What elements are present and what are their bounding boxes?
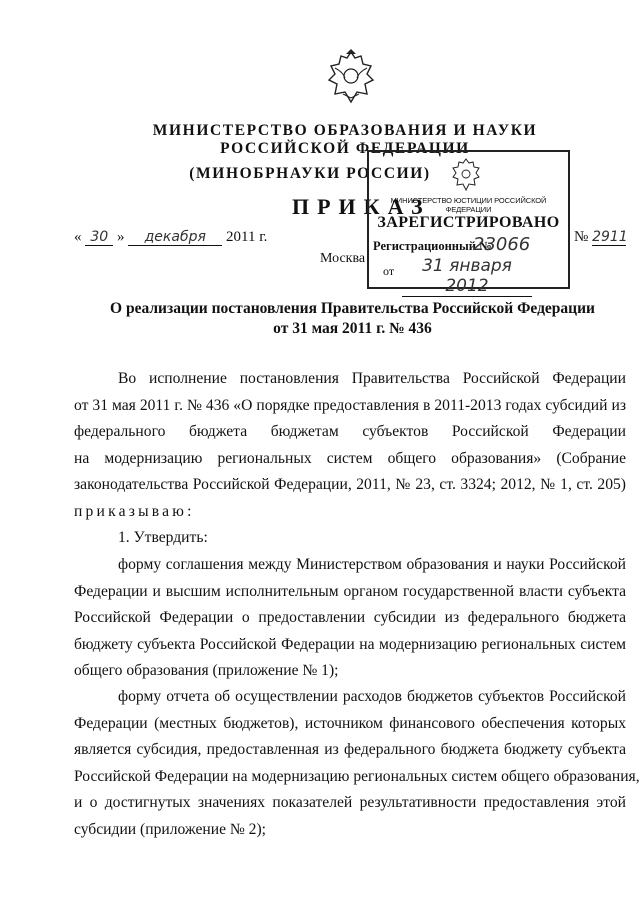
text-line: бюджету субъекта Российской Федерации на модернизацию региональных систем	[74, 635, 626, 653]
text-line: Федерации и высшим исполнительным органом государственной власти субъекта	[74, 582, 626, 600]
text-line: на модернизацию региональных систем общего образования» (Собрание	[74, 449, 626, 467]
paragraph-report-form	[74, 684, 640, 843]
stamp-emblem-icon	[451, 156, 481, 192]
text-line: форму соглашения между Министерством образования и науки Российской	[118, 556, 626, 573]
stamp-date-label: от	[383, 264, 395, 278]
paragraph-preamble	[74, 366, 626, 552]
date-open-quote: «	[74, 229, 82, 245]
number-sign: №	[574, 229, 589, 245]
text-line: Федерации (местных бюджетов), источником финансового обеспечения которых	[74, 714, 626, 732]
stamp-authority: МИНИСТЕРСТВО ЮСТИЦИИ РОССИЙСКОЙ ФЕДЕРАЦИИ	[390, 196, 547, 214]
text-line: общего образования (приложение № 1);	[74, 662, 339, 679]
date-close-quote: »	[117, 229, 125, 245]
ministry-short-name: (МИНОБРНАУКИ РОССИИ)	[189, 165, 431, 182]
ministry-name-line1: МИНИСТЕРСТВО ОБРАЗОВАНИЯ И НАУКИ	[152, 122, 538, 139]
date-month: декабря	[128, 229, 222, 246]
text-line: Российской Федерации о предоставлении субсидии из федерального бюджета	[74, 609, 626, 626]
text-line: является субсидия, предоставленная из федерального бюджета бюджету субъекта	[74, 741, 626, 758]
order-number	[574, 229, 626, 246]
text-line: от 31 мая 2011 г. № 436 «О порядке предоставления в 2011-2013 годах субсидий из	[74, 396, 626, 414]
item-1: 1. Утвердить:	[118, 529, 208, 546]
text-line: Российской Федерации на модернизацию региональных систем общего образования,	[74, 767, 640, 785]
number-value: 2911	[592, 229, 628, 245]
text-line: федерального бюджета бюджетам субъектов Российской Федерации	[74, 423, 626, 440]
order-date	[74, 229, 267, 246]
stamp-status: ЗАРЕГИСТРИРОВАНО	[377, 214, 560, 231]
city-name: Москва	[320, 251, 366, 266]
stamp-reg-number: 23066	[473, 234, 531, 255]
text-line: форму отчета об осуществлении расходов бюджетов субъектов Российской	[118, 688, 626, 705]
ministry-name-line2: РОССИЙСКОЙ ФЕДЕРАЦИИ	[220, 140, 470, 157]
order-verb: приказываю:	[74, 502, 195, 520]
coat-of-arms-emblem	[325, 48, 377, 106]
stamp-date-value: 31 января 2012	[402, 256, 532, 297]
document-title-line2: от 31 мая 2011 г. № 436	[273, 320, 432, 337]
date-day: 30	[85, 229, 113, 246]
stamp-reg-label: Регистрационный №	[373, 239, 492, 253]
text-line: Во исполнение постановления Правительства Российской Федерации	[118, 370, 626, 387]
paragraph-agreement-form	[74, 552, 626, 685]
order-heading: ПРИКАЗ	[292, 194, 431, 219]
date-year: 2011 г.	[226, 229, 268, 245]
text-line: субсидии (приложение № 2);	[74, 820, 266, 838]
text-line: и о достигнутых значениях показателей результативности предоставления этой	[74, 794, 626, 811]
registration-stamp	[367, 150, 570, 296]
document-title-line1: О реализации постановления Правительства Российской Федерации	[110, 300, 595, 317]
text-line: законодательства Российской Федерации, 2011, № 23, ст. 3324; 2012, № 1, ст. 205)	[74, 476, 626, 493]
